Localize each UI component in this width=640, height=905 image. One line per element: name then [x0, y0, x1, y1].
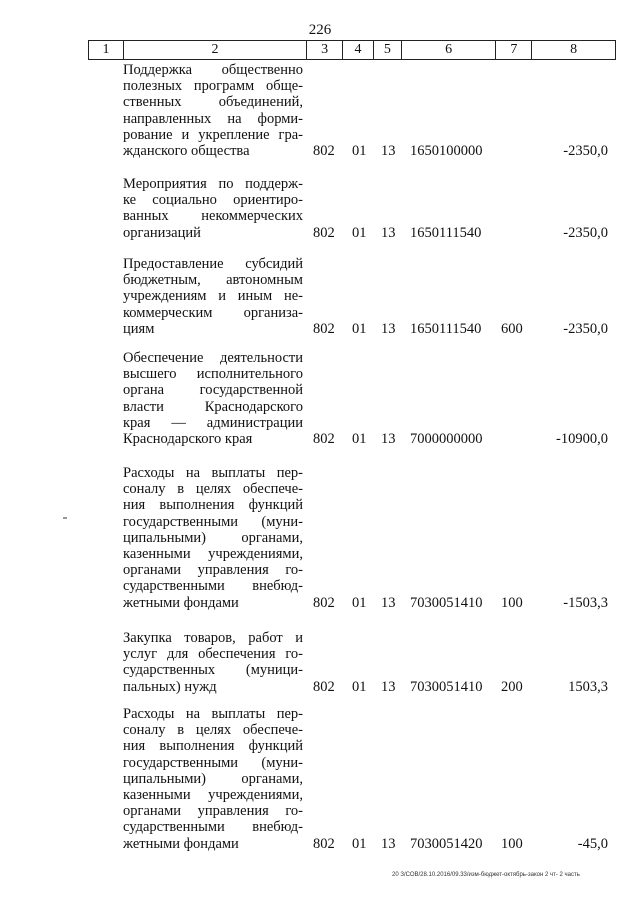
cell-col-4: 01 — [352, 835, 367, 852]
description-line: ке социально ориентиро- — [123, 192, 303, 209]
header-col-7: 7 — [496, 41, 532, 59]
description-line: Расходы на выплаты пер- — [123, 706, 303, 722]
description-line: государственными (муни- — [123, 513, 303, 530]
cell-col-3: 802 — [313, 143, 335, 159]
description-line: Обеспечение деятельности — [123, 350, 303, 366]
cell-col-3: 802 — [313, 678, 335, 695]
description-line: края — администрации — [123, 414, 303, 431]
cell-col-5: 13 — [381, 431, 396, 447]
cell-col-6: 7030051410 — [410, 594, 483, 611]
cell-col-4: 01 — [352, 320, 367, 337]
description-line: ванных некоммерческих — [123, 208, 303, 225]
row-description — [123, 706, 303, 852]
description-line: власти Краснодарского — [123, 398, 303, 415]
header-col-2: 2 — [124, 41, 307, 59]
row-description — [123, 630, 303, 695]
cell-col-4: 01 — [352, 594, 367, 611]
cell-col-4: 01 — [352, 143, 367, 159]
description-line: полезных программ обще- — [123, 78, 303, 95]
description-line: сударственными внебюд- — [123, 819, 303, 836]
description-line: организаций — [123, 224, 201, 241]
table-header-row — [88, 40, 616, 60]
header-col-3: 3 — [307, 41, 343, 59]
description-line: ственных объединений, — [123, 94, 303, 111]
description-line: жетными фондами — [123, 835, 239, 852]
cell-col-6: 7030051420 — [410, 835, 483, 852]
cell-col-8: -45,0 — [577, 835, 608, 852]
header-col-8: 8 — [570, 42, 578, 57]
cell-col-3: 802 — [313, 320, 335, 337]
header-col-6: 6 — [402, 41, 497, 59]
description-line: пальных) нужд — [123, 678, 217, 695]
description-line: Мероприятия по поддерж- — [123, 176, 303, 192]
cell-col-3: 802 — [313, 431, 335, 447]
cell-col-5: 13 — [381, 320, 396, 337]
description-line: Поддержка общественно — [123, 62, 303, 78]
description-line: органами управления го- — [123, 562, 303, 579]
cell-col-8: -2350,0 — [563, 143, 608, 159]
description-line: Расходы на выплаты пер- — [123, 465, 303, 481]
cell-col-8: -10900,0 — [556, 431, 608, 447]
cell-col-4: 01 — [352, 678, 367, 695]
description-line: рование и укрепление гра- — [123, 126, 303, 143]
cell-col-3: 802 — [313, 594, 335, 611]
description-line: Краснодарского края — [123, 431, 253, 448]
header-col-4: 4 — [343, 41, 374, 59]
description-line: сударственных (муници- — [123, 662, 303, 679]
description-line: соналу в целях обеспече- — [123, 722, 303, 739]
description-line: высшего исполнительного — [123, 366, 303, 383]
row-description — [123, 62, 303, 159]
description-line: бюджетным, автономным — [123, 272, 303, 289]
cell-col-7: 100 — [501, 594, 523, 611]
description-line: сударственными внебюд- — [123, 578, 303, 595]
cell-col-5: 13 — [381, 594, 396, 611]
description-line: казенными учреждениями, — [123, 546, 303, 563]
row-description — [123, 465, 303, 611]
description-line: циям — [123, 320, 155, 337]
description-line: жданского общества — [123, 143, 250, 160]
description-line: Закупка товаров, работ и — [123, 630, 303, 646]
row-description — [123, 256, 303, 337]
description-line: Предоставление субсидий — [123, 256, 303, 272]
cell-col-8: -2350,0 — [563, 224, 608, 241]
description-line: ния выполнения функций — [123, 497, 303, 514]
cell-col-8: 1503,3 — [568, 678, 608, 695]
cell-col-8: -1503,3 — [563, 594, 608, 611]
cell-col-5: 13 — [381, 835, 396, 852]
cell-col-6: 7030051410 — [410, 678, 483, 695]
cell-col-6: 1650100000 — [410, 143, 483, 159]
description-line: казенными учреждениями, — [123, 787, 303, 804]
page-number: 226 — [308, 22, 332, 38]
margin-mark — [63, 517, 67, 519]
description-line: государственными (муни- — [123, 754, 303, 771]
cell-col-4: 01 — [352, 224, 367, 241]
cell-col-5: 13 — [381, 143, 396, 159]
cell-col-4: 01 — [352, 431, 367, 447]
description-line: ния выполнения функций — [123, 738, 303, 755]
cell-col-8: -2350,0 — [563, 320, 608, 337]
description-line: соналу в целях обеспече- — [123, 481, 303, 498]
description-line: услуг для обеспечения го- — [123, 646, 303, 663]
description-line: органа государственной — [123, 382, 303, 399]
row-description — [123, 176, 303, 241]
description-line: ципальными) органами, — [123, 529, 303, 546]
cell-col-6: 1650111540 — [410, 224, 482, 241]
description-line: учреждениям и иным не- — [123, 288, 303, 305]
header-col-5: 5 — [374, 41, 402, 59]
footer-path: 20 З/СОВ/28.10.2016/09.33/изм-бюджет-октябрь-закон 2 чт- 2 часть — [392, 872, 580, 878]
cell-col-6: 7000000000 — [410, 431, 483, 447]
header-col-1: 1 — [89, 41, 124, 59]
cell-col-5: 13 — [381, 224, 396, 241]
cell-col-6: 1650111540 — [410, 320, 482, 337]
cell-col-3: 802 — [313, 835, 335, 852]
description-line: ципальными) органами, — [123, 770, 303, 787]
cell-col-7: 600 — [501, 320, 523, 337]
cell-col-7: 200 — [501, 678, 523, 695]
description-line: коммерческим организа- — [123, 304, 303, 321]
row-description — [123, 350, 303, 447]
cell-col-3: 802 — [313, 224, 335, 241]
description-line: жетными фондами — [123, 594, 239, 611]
cell-col-5: 13 — [381, 678, 396, 695]
description-line: направленных на форми- — [123, 110, 303, 127]
description-line: органами управления го- — [123, 803, 303, 820]
cell-col-7: 100 — [501, 835, 523, 852]
